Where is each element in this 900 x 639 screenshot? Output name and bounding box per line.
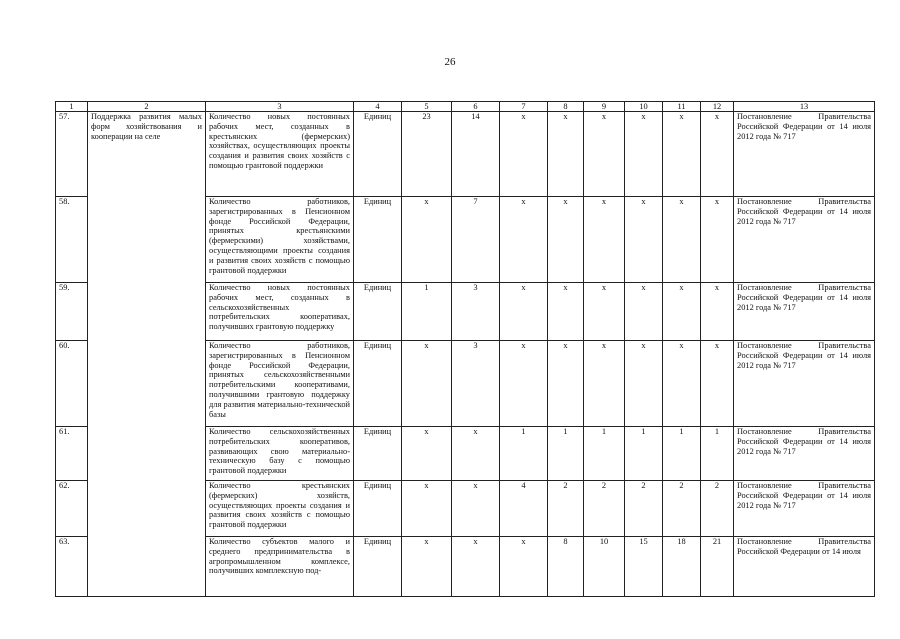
column-number-11: 11 (663, 102, 701, 112)
value-cell: 1 (500, 427, 548, 481)
value-cell: 18 (663, 537, 701, 597)
value-cell: 1 (548, 427, 584, 481)
unit: Единиц (354, 341, 402, 427)
indicator-name: Количество новых постоянных рабочих мест, созданных в сельскохозяйственных потребительских кооперативах, получивших грантовую поддержку (206, 283, 354, 341)
value-cell: х (625, 112, 663, 197)
row-number: 61. (56, 427, 88, 481)
row-number: 62. (56, 481, 88, 537)
value-cell: х (584, 112, 625, 197)
value-cell: х (584, 197, 625, 283)
legal-basis: Постановление Правительства Российской Федерации от 14 июля 2012 года № 717 (734, 427, 875, 481)
value-cell: 1 (584, 427, 625, 481)
value-cell: 21 (701, 537, 734, 597)
column-number-8: 8 (548, 102, 584, 112)
value-cell: 1 (663, 427, 701, 481)
value-cell: 3 (452, 283, 500, 341)
value-cell: х (701, 283, 734, 341)
value-cell: х (701, 341, 734, 427)
indicator-name: Количество новых постоянных рабочих мест, созданных в крестьянских (фермерских) хозяйствах, осуществляющих проекты создания и развития своих хозяйств с помощью грантовой поддержки (206, 112, 354, 197)
row-number: 57. (56, 112, 88, 197)
legal-basis: Постановление Правительства Российской Федерации от 14 июля (734, 537, 875, 597)
value-cell: 2 (548, 481, 584, 537)
value-cell: 3 (452, 341, 500, 427)
value-cell: х (402, 427, 452, 481)
value-cell: х (584, 341, 625, 427)
value-cell: х (663, 197, 701, 283)
value-cell: 1 (625, 427, 663, 481)
row-number: 58. (56, 197, 88, 283)
column-number-row (56, 102, 875, 112)
value-cell: х (500, 341, 548, 427)
indicator-name: Количество работников, зарегистрированных в Пенсионном фонде Российской Федерации, принятых крестьянскими (фермерскими) хозяйствами, осуществляющими проекты создания и развития своих хозяйств с помощью грантовой поддержки (206, 197, 354, 283)
value-cell: 14 (452, 112, 500, 197)
unit: Единиц (354, 283, 402, 341)
column-number-10: 10 (625, 102, 663, 112)
value-cell: х (500, 283, 548, 341)
column-number-5: 5 (402, 102, 452, 112)
value-cell: х (701, 197, 734, 283)
legal-basis: Постановление Правительства Российской Федерации от 14 июля 2012 года № 717 (734, 481, 875, 537)
column-number-2: 2 (88, 102, 206, 112)
value-cell: х (402, 197, 452, 283)
row-number: 60. (56, 341, 88, 427)
legal-basis: Постановление Правительства Российской Федерации от 14 июля 2012 года № 717 (734, 112, 875, 197)
value-cell: 2 (701, 481, 734, 537)
value-cell: х (548, 197, 584, 283)
value-cell: х (402, 537, 452, 597)
value-cell: 2 (584, 481, 625, 537)
page-number: 26 (444, 56, 456, 68)
row-number: 63. (56, 537, 88, 597)
value-cell: х (663, 341, 701, 427)
legal-basis: Постановление Правительства Российской Федерации от 14 июля 2012 года № 717 (734, 197, 875, 283)
column-number-4: 4 (354, 102, 402, 112)
column-number-3: 3 (206, 102, 354, 112)
value-cell: х (548, 341, 584, 427)
value-cell: х (402, 341, 452, 427)
value-cell: 4 (500, 481, 548, 537)
value-cell: х (548, 112, 584, 197)
value-cell: х (500, 112, 548, 197)
value-cell: 2 (663, 481, 701, 537)
unit: Единиц (354, 197, 402, 283)
value-cell: 8 (548, 537, 584, 597)
indicators-table (55, 101, 875, 597)
value-cell: х (663, 283, 701, 341)
value-cell: 15 (625, 537, 663, 597)
value-cell: х (402, 481, 452, 537)
table-row (56, 112, 875, 197)
column-number-12: 12 (701, 102, 734, 112)
group-label: Поддержка развития малых форм хозяйствования и кооперации на селе (88, 112, 206, 597)
unit: Единиц (354, 537, 402, 597)
unit: Единиц (354, 427, 402, 481)
value-cell: х (548, 283, 584, 341)
legal-basis: Постановление Правительства Российской Федерации от 14 июля 2012 года № 717 (734, 341, 875, 427)
indicator-name: Количество субъектов малого и среднего предпринимательства в агропромышленном комплексе, получивших комплексную под- (206, 537, 354, 597)
column-number-1: 1 (56, 102, 88, 112)
unit: Единиц (354, 112, 402, 197)
value-cell: х (701, 112, 734, 197)
value-cell: х (452, 537, 500, 597)
value-cell: х (500, 537, 548, 597)
value-cell: х (500, 197, 548, 283)
indicator-name: Количество сельскохозяйственных потребительских кооперативов, развивающих свою материально-техническую базу с помощью грантовой поддержки (206, 427, 354, 481)
indicator-name: Количество работников, зарегистрированных в Пенсионном фонде Российской Федерации, принятых сельскохозяйственными потребительскими кооперативами, получившими грантовую поддержку для развития материально-технической базы (206, 341, 354, 427)
value-cell: 1 (701, 427, 734, 481)
value-cell: х (584, 283, 625, 341)
value-cell: х (663, 112, 701, 197)
legal-basis: Постановление Правительства Российской Федерации от 14 июля 2012 года № 717 (734, 283, 875, 341)
value-cell: х (625, 197, 663, 283)
column-number-9: 9 (584, 102, 625, 112)
row-number: 59. (56, 283, 88, 341)
column-number-13: 13 (734, 102, 875, 112)
value-cell: х (625, 283, 663, 341)
value-cell: 1 (402, 283, 452, 341)
value-cell: 2 (625, 481, 663, 537)
value-cell: х (452, 481, 500, 537)
value-cell: 10 (584, 537, 625, 597)
value-cell: 23 (402, 112, 452, 197)
column-number-7: 7 (500, 102, 548, 112)
value-cell: 7 (452, 197, 500, 283)
value-cell: х (625, 341, 663, 427)
unit: Единиц (354, 481, 402, 537)
column-number-6: 6 (452, 102, 500, 112)
value-cell: х (452, 427, 500, 481)
indicator-name: Количество крестьянских (фермерских) хозяйств, осуществляющих проекты создания и развития своих хозяйств с помощью грантовой поддержки (206, 481, 354, 537)
